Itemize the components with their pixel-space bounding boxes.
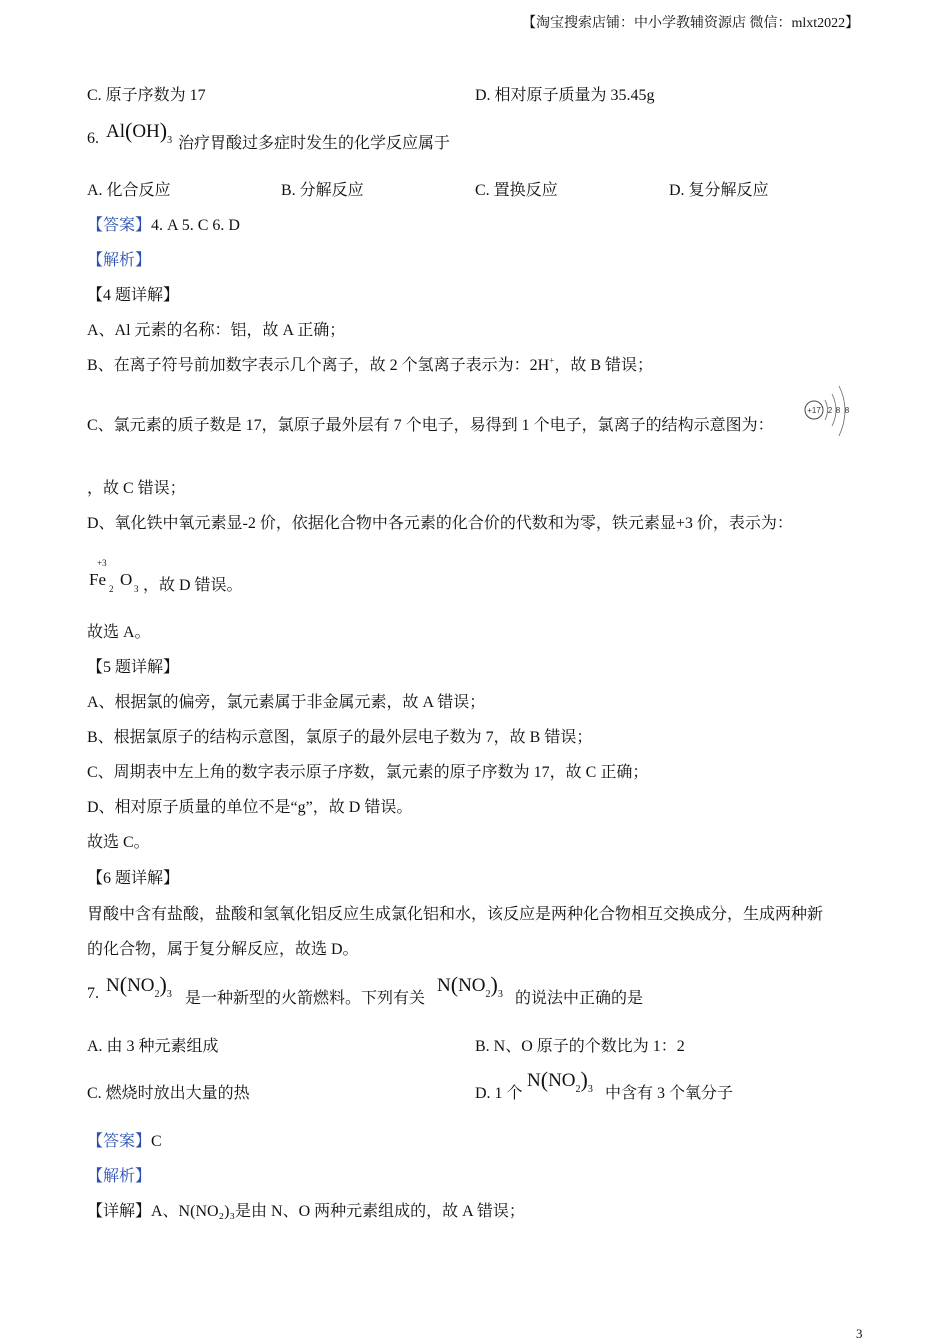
q7-option-c: C. 燃烧时放出大量的热 bbox=[87, 1085, 250, 1102]
q4-detail-d: D、氧化铁中氧元素显-2 价，依据化合物中各元素的化合价的代数和为零，铁元素显+3 价，表示为： bbox=[87, 515, 793, 532]
answer-text-2: C bbox=[151, 1133, 162, 1150]
q4-detail-c: C、氯元素的质子数是 17，氯原子最外层有 7 个电子，易得到 1 个电子，氯离子的结构示意图为： bbox=[87, 417, 774, 434]
q4-detail-d-tail: ，故 D 错误。 bbox=[143, 577, 243, 594]
page-header: 【淘宝搜索店铺：中小学教辅资源店 微信：mlxt2022】 bbox=[522, 16, 860, 31]
shell-electrons-2: 8 bbox=[835, 406, 841, 415]
q7-number: 7. bbox=[87, 985, 99, 1002]
answer-block-2 bbox=[87, 1128, 162, 1151]
chloride-ion-diagram bbox=[803, 380, 855, 442]
answer-block-1 bbox=[87, 212, 240, 235]
q5-detail-c: C、周期表中左上角的数字表示原子序数，氯元素的原子序数为 17，故 C 正确； bbox=[87, 764, 649, 781]
answer-label-2: 【答案】 bbox=[87, 1133, 152, 1150]
o-symbol: O bbox=[120, 570, 133, 589]
q6-option-d: D. 复分解反应 bbox=[669, 182, 769, 199]
answer-label: 【答案】 bbox=[87, 217, 152, 234]
answer-text: 4. A 5. C 6. D bbox=[151, 217, 240, 234]
q5-detail-d: D、相对原子质量的单位不是“g”，故 D 错误。 bbox=[87, 799, 413, 816]
q5-detail-title: 【5 题详解】 bbox=[87, 659, 180, 676]
q7-stem-middle: 是一种新型的火箭燃料。下列有关 bbox=[185, 990, 426, 1007]
q5-detail-a: A、根据氯的偏旁，氯元素属于非金属元素，故 A 错误； bbox=[87, 694, 486, 711]
q5-option-d: D. 相对原子质量为 35.45g bbox=[475, 87, 655, 104]
q6-number: 6. bbox=[87, 130, 99, 147]
q7-formula-2: $N(NO_2)_3$ bbox=[437, 972, 503, 1000]
q4-detail-title: 【4 题详解】 bbox=[87, 287, 180, 304]
fe-subscript: 2 bbox=[109, 584, 114, 594]
analysis-label: 【解析】 bbox=[87, 252, 152, 269]
q4-choose: 故选 A。 bbox=[87, 624, 151, 641]
q4-detail-b: B、在离子符号前加数字表示几个离子，故 2 个氢离子表示为：2H+，故 B 错误； bbox=[87, 355, 653, 374]
q6-option-a: A. 化合反应 bbox=[87, 182, 171, 199]
q6-detail-line-1: 胃酸中含有盐酸，盐酸和氢氧化铝反应生成氯化铝和水，该反应是两种化合物相互交换成分，生成两种新 bbox=[87, 906, 824, 923]
page-number: 3 bbox=[856, 1326, 863, 1341]
q6-option-b: B. 分解反应 bbox=[281, 182, 364, 199]
q6-stem: 治疗胃酸过多症时发生的化学反应属于 bbox=[178, 135, 451, 152]
analysis-label-2: 【解析】 bbox=[87, 1168, 152, 1185]
q7-option-d-formula: $N(NO_2)_3$ bbox=[527, 1067, 593, 1095]
q5-choose: 故选 C。 bbox=[87, 834, 150, 851]
q6-detail-title: 【6 题详解】 bbox=[87, 870, 180, 887]
o-subscript: 3 bbox=[134, 584, 139, 594]
q7-formula: $N(NO_2)_3$ bbox=[106, 972, 172, 1000]
detail-last-line: 【详解】A、N(NO₂)₃是由 N、O 两种元素组成的，故 A 错误； bbox=[87, 1203, 525, 1220]
q5-detail-b: B、根据氯原子的结构示意图，氯原子的最外层电子数为 7，故 B 错误； bbox=[87, 729, 593, 746]
q4-detail-a: A、Al 元素的名称：铝，故 A 正确； bbox=[87, 322, 346, 339]
fe-symbol: Fe bbox=[89, 570, 106, 589]
fe-valence: +3 bbox=[97, 558, 107, 568]
q4-detail-c-tail: ，故 C 错误； bbox=[87, 480, 186, 497]
q7-option-b: B. N、O 原子的个数比为 1：2 bbox=[475, 1038, 685, 1055]
q7-stem-end: 的说法中正确的是 bbox=[515, 990, 644, 1007]
q5-option-c: C. 原子序数为 17 bbox=[87, 87, 206, 104]
q7-option-a: A. 由 3 种元素组成 bbox=[87, 1038, 219, 1055]
nucleus-charge: +17 bbox=[807, 406, 821, 415]
q6-option-c: C. 置换反应 bbox=[475, 182, 558, 199]
q6-formula: $Al(OH)_3$ bbox=[106, 118, 173, 146]
shell-electrons-1: 2 bbox=[827, 406, 833, 415]
q6-detail-line-2: 的化合物，属于复分解反应，故选 D。 bbox=[87, 941, 359, 958]
shell-electrons-3: 8 bbox=[844, 406, 850, 415]
q7-option-d-pre: D. 1 个 bbox=[475, 1085, 523, 1102]
q7-option-d-post: 中含有 3 个氧分子 bbox=[605, 1085, 734, 1102]
